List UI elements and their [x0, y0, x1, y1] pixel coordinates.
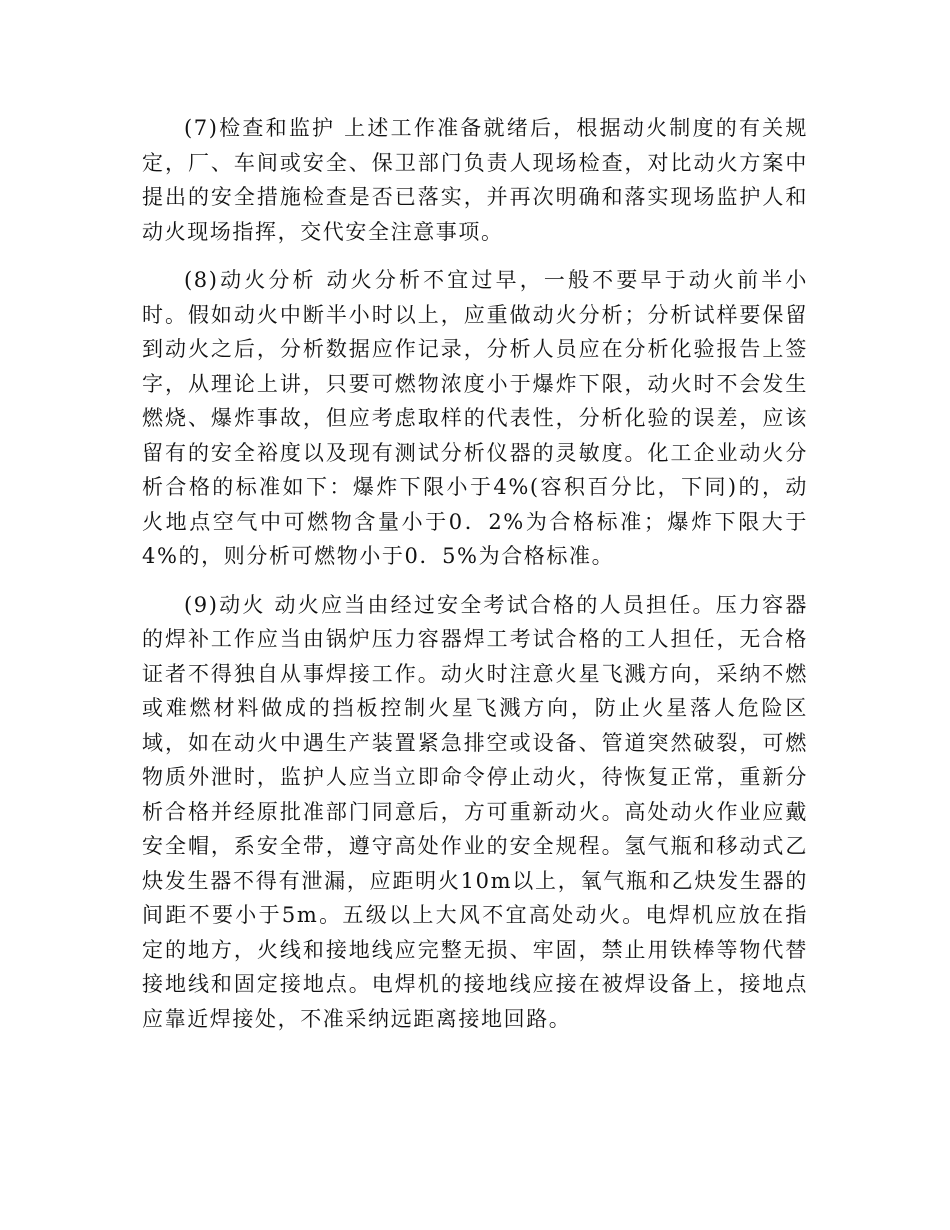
paragraph-inspection-supervision: (7)检查和监护 上述工作准备就绪后，根据动火制度的有关规定，厂、车间或安全、保卫部门负责人现场检查，对比动火方案中提出的安全措施检查是否已落实，并再次明确和落实现场监护人和动火现场指挥，交代安全注意事项。 — [142, 116, 808, 244]
document-body — [142, 111, 808, 1036]
paragraph-fire-analysis: (8)动火分析 动火分析不宜过早，一般不要早于动火前半小时。假如动火中断半小时以上，应重做动火分析；分析试样要保留到动火之后，分析数据应作记录，分析人员应在分析化验报告上签字，从理论上讲，只要可燃物浓度小于爆炸下限，动火时不会发生燃烧、爆炸事故，但应考虑取样的代表性，分析化验的误差，应该留有的安全裕度以及现有测试分析仪器的灵敏度。化工企业动火分析合格的标准如下：爆炸下限小于4%(容积百分比，下同)的，动火地点空气中可燃物含量小于0．2%为合格标准；爆炸下限大于4%的，则分析可燃物小于0．5%为合格标准。 — [142, 268, 808, 568]
paragraph-hot-work: (9)动火 动火应当由经过安全考试合格的人员担任。压力容器的焊补工作应当由锅炉压力容器焊工考试合格的工人担任，无合格证者不得独自从事焊接工作。动火时注意火星飞溅方向，采纳不燃或难燃材料做成的挡板控制火星飞溅方向，防止火星落人危险区域，如在动火中遇生产装置紧急排空或设备、管道突然破裂，可燃物质外泄时，监护人应当立即命令停止动火，待恢复正常，重新分析合格并经原批准部门同意后，方可重新动火。高处动火作业应戴安全帽，系安全带，遵守高处作业的安全规程。氢气瓶和移动式乙炔发生器不得有泄漏，应距明火10m以上，氧气瓶和乙炔发生器的间距不要小于5m。五级以上大风不宜高处动火。电焊机应放在指定的地方，火线和接地线应完整无损、牢固，禁止用铁棒等物代替接地线和固定接地点。电焊机的接地线应接在被焊设备上，接地点应靠近焊接处，不准采纳远距离接地回路。 — [142, 592, 808, 1031]
